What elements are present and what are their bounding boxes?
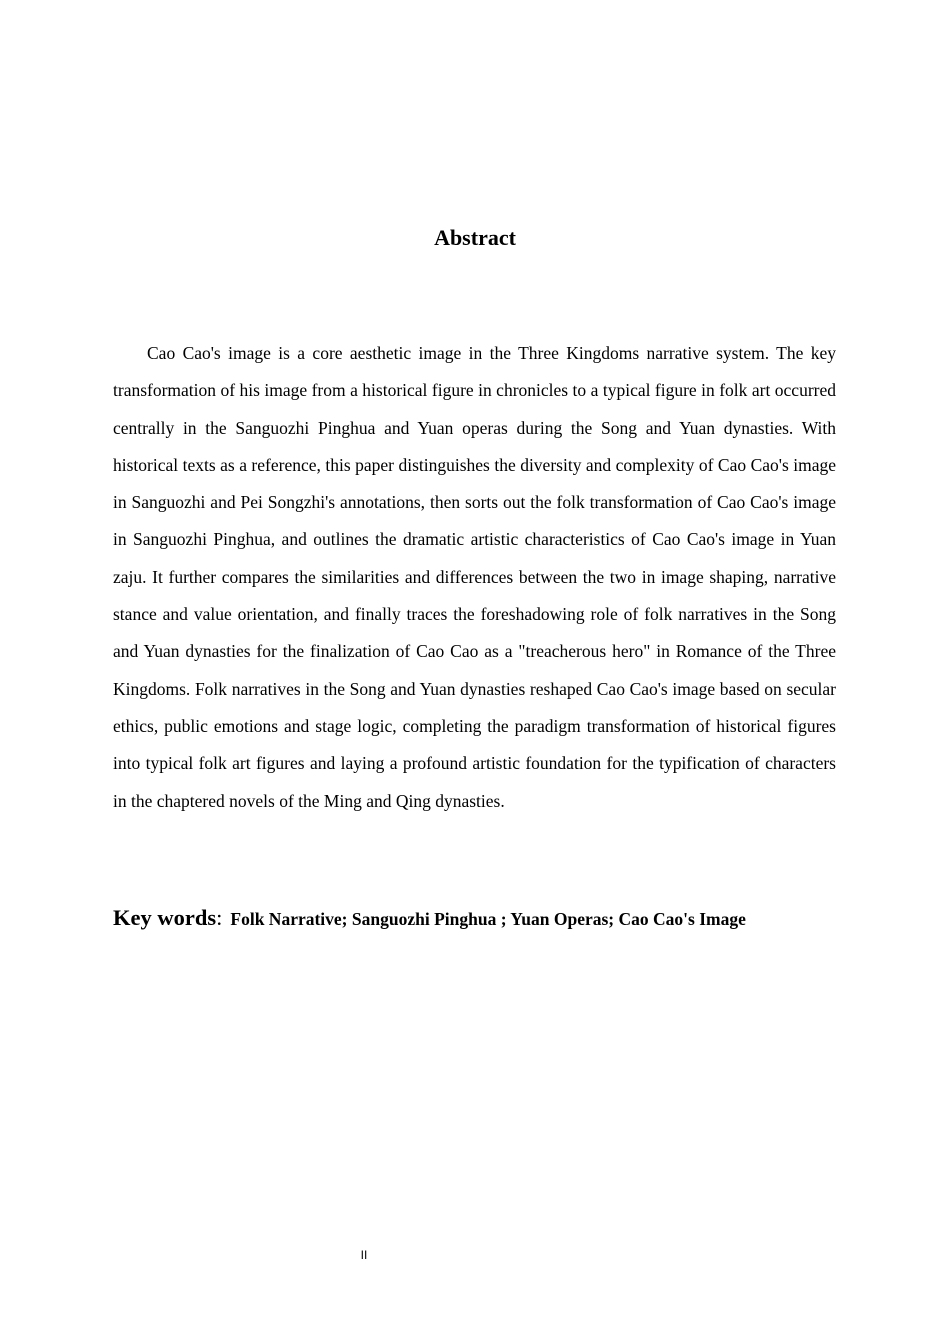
- abstract-paragraph: Cao Cao's image is a core aesthetic image in the Three Kingdoms narrative system. The key transformation of his image from a historical figure in chronicles to a typical figure in folk art occurred centrally in the Sanguozhi Pinghua and Yuan operas during the Song and Yuan dynasties. With historical texts as a reference, this paper distinguishes the diversity and complexity of Cao Cao's image in Sanguozhi and Pei Songzhi's annotations, then sorts out the folk transformation of Cao Cao's image in Sanguozhi Pinghua, and outlines the dramatic artistic characteristics of Cao Cao's image in Yuan zaju. It further compares the similarities and differences between the two in image shaping, narrative stance and value orientation, and finally traces the foreshadowing role of folk narratives in the Song and Yuan dynasties for the finalization of Cao Cao as a "treacherous hero" in Romance of the Three Kingdoms. Folk narratives in the Song and Yuan dynasties reshaped Cao Cao's image based on secular ethics, public emotions and stage logic, completing the paradigm transformation of historical figures into typical folk art figures and laying a profound artistic foundation for the typification of characters in the chaptered novels of the Ming and Qing dynasties.: [113, 343, 836, 811]
- keywords-line: [113, 905, 873, 931]
- keywords-separator: :: [216, 905, 223, 930]
- page-number: II: [360, 1248, 368, 1262]
- keywords-list: Folk Narrative; Sanguozhi Pinghua ; Yuan Operas; Cao Cao's Image: [230, 909, 746, 929]
- abstract-heading: Abstract: [434, 225, 516, 250]
- keywords-label: Key words: [113, 905, 217, 930]
